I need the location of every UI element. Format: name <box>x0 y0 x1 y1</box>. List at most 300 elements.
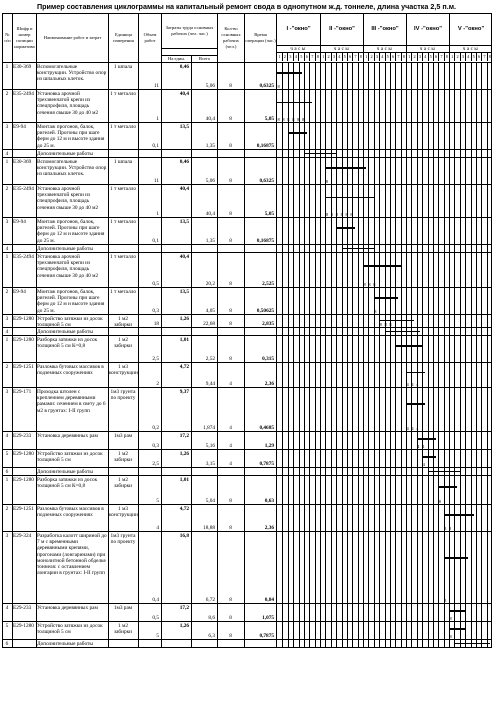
cell-code-text: Е29-1251 <box>13 364 34 370</box>
cell-volume-text: 2,5 <box>152 460 159 467</box>
hour-gridline <box>385 158 386 184</box>
hour-gridline <box>358 432 359 449</box>
hour-gridline <box>460 505 461 531</box>
hour-gridline <box>368 468 369 475</box>
hour-gridline <box>433 388 434 431</box>
hour-gridline <box>465 90 466 122</box>
hour-gridline <box>363 450 364 467</box>
hour-gridline <box>390 363 391 387</box>
hour-gridline <box>401 123 402 149</box>
hour-gridline <box>411 218 412 244</box>
hour-gridline <box>282 328 283 335</box>
table-row <box>3 363 492 388</box>
hour-gridline <box>299 476 300 504</box>
hour-gridline <box>374 532 375 603</box>
hour-gridline <box>401 288 402 314</box>
table-row <box>3 532 492 604</box>
hour-gridline <box>395 363 396 387</box>
hour-gridline <box>411 468 412 475</box>
hour-gridline <box>374 505 375 531</box>
cell-name <box>37 432 109 450</box>
hour-gridline <box>385 150 386 157</box>
cell-labor-total-text: 40,4 <box>205 115 216 122</box>
cell-labor-total <box>192 622 218 640</box>
hour-gridline <box>331 90 332 122</box>
worker-marks: 8 <box>438 499 442 504</box>
cell-unit <box>109 328 139 336</box>
worker-marks: 8 <box>277 84 281 89</box>
hour-gridline <box>379 532 380 603</box>
hour-gridline <box>390 185 391 217</box>
hour-gridline <box>309 388 310 431</box>
hour-gridline <box>304 218 305 244</box>
hour-number: 5 <box>298 53 304 61</box>
hour-gridline <box>422 90 423 122</box>
hour-gridline <box>428 432 429 449</box>
gantt-cell <box>277 468 492 476</box>
cell-workers <box>218 640 245 648</box>
cell-labor-total-text: 5,04 <box>205 497 216 504</box>
hour-gridline <box>342 288 343 314</box>
hour-gridline <box>433 604 434 621</box>
hour-gridline <box>390 468 391 475</box>
cell-volume <box>139 185 162 218</box>
cell-name <box>37 315 109 328</box>
hour-gridline <box>417 158 418 184</box>
hour-gridline <box>336 505 337 531</box>
hour-gridline <box>460 150 461 157</box>
cell-workers <box>218 388 245 432</box>
hour-gridline <box>460 123 461 149</box>
hour-gridline <box>315 363 316 387</box>
hour-gridline <box>481 185 482 217</box>
hour-gridline <box>282 218 283 244</box>
hour-gridline <box>309 476 310 504</box>
cell-labor-total <box>192 336 218 363</box>
hour-gridline <box>309 245 310 252</box>
hour-number: 8 <box>487 53 492 61</box>
hour-gridline <box>358 158 359 184</box>
hour-gridline <box>438 622 439 639</box>
hour-number: 2 <box>282 53 288 61</box>
hour-gridline <box>368 150 369 157</box>
hour-gridline <box>422 604 423 621</box>
hour-gridline <box>481 450 482 467</box>
cell-workers <box>218 363 245 388</box>
hour-gridline <box>363 604 364 621</box>
cell-num <box>3 245 13 253</box>
hour-gridline <box>481 622 482 639</box>
cell-time-text: 0,7875 <box>259 460 275 467</box>
cell-unit <box>109 158 139 185</box>
table-row <box>3 450 492 468</box>
cell-volume-text: 0,1 <box>152 142 159 149</box>
hour-gridline <box>465 363 466 387</box>
cell-unit-text: 1 т металло <box>109 91 137 97</box>
hour-gridline <box>411 450 412 467</box>
hour-gridline <box>433 640 434 647</box>
hour-gridline <box>422 315 423 327</box>
cell-time <box>245 185 277 218</box>
hour-gridline <box>390 150 391 157</box>
hour-gridline <box>390 432 391 449</box>
cell-labor-total-text: 3,15 <box>205 460 216 467</box>
hour-gridline <box>347 218 348 244</box>
cell-num <box>3 218 13 245</box>
cell-time <box>245 432 277 450</box>
hour-gridline <box>395 450 396 467</box>
hour-gridline <box>374 388 375 431</box>
cell-labor-total-text: 1,35 <box>205 142 216 149</box>
hour-gridline <box>438 640 439 647</box>
hour-gridline <box>342 328 343 335</box>
hour-gridline <box>374 150 375 157</box>
hour-gridline <box>444 388 445 431</box>
cell-volume <box>139 622 162 640</box>
cell-name <box>37 363 109 388</box>
hour-number: 8 <box>315 53 321 61</box>
hour-gridline <box>379 476 380 504</box>
table-row <box>3 604 492 622</box>
hour-gridline <box>336 432 337 449</box>
hour-gridline <box>433 158 434 184</box>
hour-gridline <box>304 450 305 467</box>
cell-code <box>13 622 37 640</box>
cell-labor-unit <box>162 90 192 123</box>
hour-gridline <box>411 336 412 362</box>
hour-gridline <box>342 363 343 387</box>
worker-marks: 8 8 8 8 8 8 <box>325 212 354 217</box>
cell-time <box>245 253 277 288</box>
hour-gridline <box>385 288 386 314</box>
cell-labor-total-text: 5,06 <box>205 82 216 89</box>
hour-gridline <box>299 622 300 639</box>
hour-gridline <box>438 432 439 449</box>
hour-gridline <box>368 123 369 149</box>
hour-gridline <box>331 253 332 287</box>
cell-volume <box>139 158 162 185</box>
hour-gridline <box>293 336 294 362</box>
time-bar <box>336 227 355 229</box>
hour-gridline <box>428 450 429 467</box>
hour-gridline <box>481 336 482 362</box>
hour-gridline <box>460 532 461 603</box>
hour-gridline <box>476 468 477 475</box>
cell-labor-unit-text: 17,2 <box>179 433 189 439</box>
hour-gridline <box>358 640 359 647</box>
hour-gridline <box>476 505 477 531</box>
cell-volume-text: 5 <box>156 497 159 504</box>
cell-num-text: 2 <box>5 186 9 192</box>
cell-num <box>3 532 13 604</box>
hour-gridline <box>325 363 326 387</box>
hour-gridline <box>331 245 332 252</box>
hour-gridline <box>352 640 353 647</box>
cell-unit-text: 1 м2 забирки <box>113 337 133 350</box>
cell-code <box>13 218 37 245</box>
gantt-cell <box>277 388 492 432</box>
cell-unit-text: 1 т металло <box>109 186 137 192</box>
hour-gridline <box>363 622 364 639</box>
cell-name <box>37 476 109 505</box>
hour-number: 1 <box>408 54 411 59</box>
hour-gridline <box>363 288 364 314</box>
hour-gridline <box>428 288 429 314</box>
cell-unit-text: 1 т металло <box>109 289 137 295</box>
cell-labor-unit-text: 1,26 <box>179 451 189 457</box>
cell-code-text: Е9-94 <box>13 124 26 130</box>
hour-gridline <box>363 158 364 184</box>
cell-code <box>13 315 37 328</box>
hour-number: 6 <box>390 53 395 61</box>
hour-gridline <box>374 432 375 449</box>
table-row <box>3 185 492 218</box>
hour-gridline <box>368 288 369 314</box>
cell-volume-text: 0,4 <box>152 596 159 603</box>
hour-gridline <box>395 388 396 431</box>
hour-gridline <box>309 468 310 475</box>
hour-gridline <box>363 63 364 89</box>
cell-workers-text: 8 <box>229 82 232 89</box>
cell-name-text: Дополнительные работы <box>37 151 93 157</box>
cell-labor-unit-text: 16,8 <box>179 533 189 539</box>
header-code: Шифр и номер позиции норматива <box>13 14 37 63</box>
time-bar <box>304 153 337 155</box>
hour-gridline <box>352 328 353 335</box>
hour-gridline <box>476 363 477 387</box>
gantt-cell <box>277 90 492 123</box>
hour-gridline <box>347 450 348 467</box>
hour-gridline <box>422 363 423 387</box>
hour-gridline <box>411 432 412 449</box>
hour-gridline <box>379 640 380 647</box>
hour-gridline <box>293 288 294 314</box>
hour-gridline <box>449 336 450 362</box>
table-row <box>3 476 492 505</box>
hour-gridline <box>320 336 321 362</box>
hour-gridline <box>347 476 348 504</box>
hour-gridline <box>336 604 337 621</box>
hour-gridline <box>325 336 326 362</box>
hour-gridline <box>406 450 407 467</box>
cell-labor-total-text: 2,52 <box>205 355 216 362</box>
hour-gridline <box>358 622 359 639</box>
cell-code-text: Е30-369 <box>13 64 32 70</box>
time-bar <box>428 471 461 473</box>
hour-gridline <box>476 476 477 504</box>
table-row <box>3 63 492 90</box>
hour-gridline <box>428 185 429 217</box>
hour-gridline <box>288 476 289 504</box>
hour-number: 1 <box>322 54 325 59</box>
cell-code <box>13 336 37 363</box>
hour-gridline <box>282 640 283 647</box>
cell-unit-text: 1 т металло <box>109 254 137 260</box>
hour-gridline <box>299 158 300 184</box>
cell-name <box>37 218 109 245</box>
cell-time <box>245 158 277 185</box>
hour-gridline <box>465 328 466 335</box>
cell-time-text: 2,525 <box>262 280 275 287</box>
hour-gridline <box>347 432 348 449</box>
hour-gridline <box>385 604 386 621</box>
hour-gridline <box>374 90 375 122</box>
cell-time-text: 2,36 <box>264 380 275 387</box>
cell-unit <box>109 218 139 245</box>
hour-gridline <box>390 90 391 122</box>
cell-code <box>13 604 37 622</box>
table-row <box>3 150 492 158</box>
hour-gridline <box>347 604 348 621</box>
hour-gridline <box>476 622 477 639</box>
hour-gridline <box>374 468 375 475</box>
header-labor: Затраты труда основных рабочих (чел. час.) <box>162 14 218 49</box>
cell-workers-text: 8 <box>229 497 232 504</box>
cell-unit <box>109 336 139 363</box>
hour-gridline <box>299 315 300 327</box>
hour-gridline <box>288 532 289 603</box>
hour-gridline <box>293 432 294 449</box>
cell-time <box>245 450 277 468</box>
time-bar <box>444 514 474 516</box>
time-bar <box>288 132 307 134</box>
hour-gridline <box>487 185 488 217</box>
hour-gridline <box>363 532 364 603</box>
hour-gridline <box>449 432 450 449</box>
cell-labor-unit <box>162 288 192 315</box>
hour-gridline <box>438 288 439 314</box>
hour-gridline <box>390 505 391 531</box>
cell-num-text: 1 <box>5 337 9 343</box>
cell-workers <box>218 245 245 253</box>
hour-gridline <box>444 622 445 639</box>
cell-volume <box>139 288 162 315</box>
hour-gridline <box>320 476 321 504</box>
hour-gridline <box>385 363 386 387</box>
hour-gridline <box>411 640 412 647</box>
hour-gridline <box>331 432 332 449</box>
hour-gridline <box>331 363 332 387</box>
hour-gridline <box>422 253 423 287</box>
hour-gridline <box>395 532 396 603</box>
hour-gridline <box>336 123 337 149</box>
cell-code <box>13 328 37 336</box>
hour-gridline <box>487 622 488 639</box>
hour-gridline <box>282 336 283 362</box>
cell-code <box>13 253 37 288</box>
cell-unit-text: 1 шпала <box>113 159 133 165</box>
window-header-3 <box>363 14 406 62</box>
cell-volume <box>139 432 162 450</box>
cell-workers <box>218 315 245 328</box>
cell-num <box>3 336 13 363</box>
hour-gridline <box>368 604 369 621</box>
hour-gridline <box>379 150 380 157</box>
cell-labor-unit <box>162 604 192 622</box>
hour-gridline <box>428 505 429 531</box>
cell-labor-unit <box>162 123 192 150</box>
cell-time-text: 5,05 <box>264 210 275 217</box>
hour-gridline <box>422 388 423 431</box>
hour-gridline <box>368 63 369 89</box>
hour-gridline <box>417 640 418 647</box>
worker-marks: 4 4 4 <box>406 382 420 387</box>
hour-gridline <box>309 363 310 387</box>
cell-unit-text: 1 т металло <box>109 219 137 225</box>
hour-gridline <box>325 288 326 314</box>
cell-name <box>37 245 109 253</box>
hour-gridline <box>358 253 359 287</box>
hour-gridline <box>385 640 386 647</box>
cell-volume-text: 11 <box>153 177 159 184</box>
table-row <box>3 468 492 476</box>
hour-gridline <box>288 123 289 149</box>
cell-code <box>13 532 37 604</box>
hour-gridline <box>428 158 429 184</box>
hour-gridline <box>379 505 380 531</box>
cell-unit <box>109 450 139 468</box>
cell-num-text: 4 <box>5 433 9 439</box>
hour-gridline <box>481 532 482 603</box>
hour-gridline <box>417 253 418 287</box>
cell-code-text: Е29-171 <box>13 389 32 395</box>
cell-volume-text: 0,1 <box>152 237 159 244</box>
cell-name <box>37 622 109 640</box>
hour-gridline <box>444 123 445 149</box>
hour-gridline <box>406 288 407 314</box>
hour-gridline <box>385 245 386 252</box>
cell-time <box>245 218 277 245</box>
hour-gridline <box>411 245 412 252</box>
hour-gridline <box>433 532 434 603</box>
cell-code-text: Е9-94 <box>13 219 26 225</box>
cell-name-text: Вспомогательные конструкции. Устройство опор из шпальных клеток. <box>37 159 107 178</box>
hour-gridline <box>358 123 359 149</box>
hour-gridline <box>465 532 466 603</box>
hour-gridline <box>449 640 450 647</box>
cell-name <box>37 185 109 218</box>
hour-gridline <box>282 245 283 252</box>
hour-gridline <box>288 253 289 287</box>
hour-gridline <box>438 150 439 157</box>
gantt-cell <box>277 336 492 363</box>
cell-labor-unit <box>162 158 192 185</box>
hour-gridline <box>422 218 423 244</box>
hour-gridline <box>288 336 289 362</box>
hour-gridline <box>433 450 434 467</box>
hour-gridline <box>465 218 466 244</box>
hour-gridline <box>288 245 289 252</box>
hour-gridline <box>417 388 418 431</box>
hour-gridline <box>299 532 300 603</box>
hour-gridline <box>342 622 343 639</box>
hour-gridline <box>299 640 300 647</box>
hour-gridline <box>395 288 396 314</box>
hour-gridline <box>315 505 316 531</box>
hour-gridline <box>282 622 283 639</box>
cell-labor-unit-text: 40,4 <box>179 186 189 192</box>
cell-volume <box>139 505 162 532</box>
hour-gridline <box>444 218 445 244</box>
cell-num <box>3 476 13 505</box>
hour-number: 6 <box>433 53 438 61</box>
hour-gridline <box>481 476 482 504</box>
hour-gridline <box>449 150 450 157</box>
hour-gridline <box>363 468 364 475</box>
hour-gridline <box>422 640 423 647</box>
hour-gridline <box>417 245 418 252</box>
hour-gridline <box>315 640 316 647</box>
